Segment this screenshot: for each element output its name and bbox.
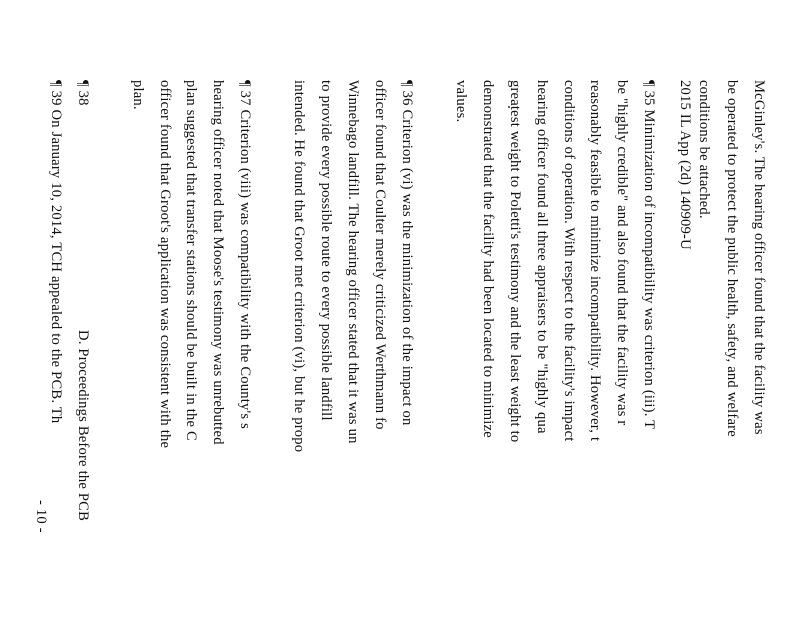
body-line: officer found that Groot's application was consistent with the	[157, 80, 173, 449]
body-line: plan suggested that transfer stations should be built in the C	[183, 80, 199, 441]
body-line: be "highly credible" and also found that the facility was r	[614, 80, 630, 426]
body-line: ¶ 36 Criterion (vi) was the minimization of the impact on	[399, 80, 415, 426]
body-line: be operated to protect the public health, safety, and welfare	[724, 80, 740, 437]
body-line: hearing officer noted that Moose's testimony was unrebutted	[210, 80, 226, 445]
body-line: ¶ 35 Minimization of incompatibility was criterion (iii). T	[641, 80, 657, 430]
body-line: Winnebago landfill. The hearing officer stated that it was un	[345, 80, 361, 444]
body-line: conditions of operation. With respect to the facility's impact	[561, 80, 577, 442]
body-line: officer found that Coulter merely criticized Werthmann fo	[372, 80, 388, 430]
body-line: demonstrated that the facility had been located to minimize	[480, 80, 496, 438]
body-line: to provide every possible route to every possible landfill	[318, 80, 334, 421]
running-header: 2015 IL App (2d) 140909-U	[677, 80, 693, 250]
body-line: ¶ 39 On January 10, 2014, TCH appealed to the PCB. Th	[48, 80, 64, 424]
body-line: ¶ 37 Criterion (viii) was compatibility with the County's s	[237, 80, 253, 429]
body-line: greatest weight to Poletti's testimony and the least weight to	[507, 80, 523, 443]
body-line: conditions be attached.	[696, 80, 712, 219]
page-number: - 10 -	[33, 500, 49, 533]
section-heading: D. Proceedings Before the PCB	[75, 330, 91, 522]
body-line: intended. He found that Groot met criterion (vi), but he propo	[291, 80, 307, 453]
body-line: McGinley's. The hearing officer found that the facility was	[751, 80, 767, 435]
body-line: plan.	[130, 80, 146, 110]
paragraph-number: ¶ 38	[75, 80, 91, 106]
body-line: reasonably feasible to minimize incompatibility. However, t	[587, 80, 603, 442]
body-line: values.	[453, 80, 469, 123]
body-line: hearing officer found all three appraisers to be "highly qua	[534, 80, 550, 434]
